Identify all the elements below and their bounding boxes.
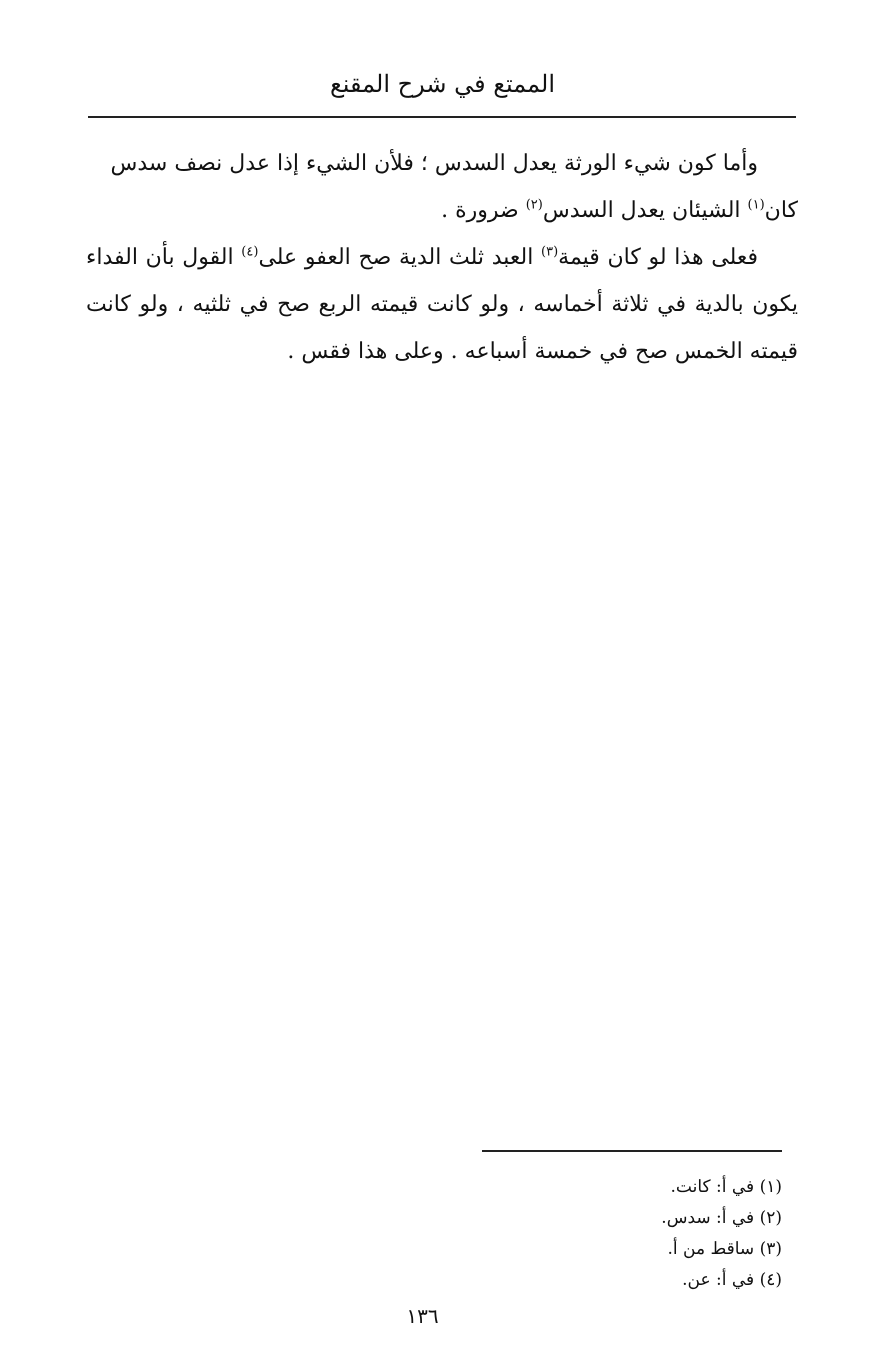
paragraph-2: [86, 234, 798, 375]
paragraph-1-text-b: الشيئان يعدل السدس: [542, 198, 748, 223]
header-rule: [88, 116, 796, 118]
footnote-rule: [482, 1150, 782, 1152]
main-text: [86, 140, 798, 375]
running-title: الممتع في شرح المقنع: [330, 70, 555, 98]
footnote-1: (١) في أ: كانت.: [670, 1177, 782, 1197]
paragraph-2-text-c: القول بأن الفداء يكون بالدية في ثلاثة أخماسه ، ولو كانت قيمته الربع صح في ثلثيه ، ولو كانت قيمته الخمس صح في خمسة أسباعه . وعلى هذا فقس .: [86, 245, 798, 364]
paragraph-1-line-1: وأما كون شيء الورثة يعدل السدس ؛ فلأن الشيء إذا عدل نصف سدس: [110, 151, 758, 176]
footnote-ref-4: (٤): [241, 244, 259, 260]
paragraph-2-text-b: العبد ثلث الدية صح العفو على: [258, 245, 542, 270]
footnote-ref-1: (١): [747, 197, 765, 213]
footnote-4: (٤) في أ: عن.: [682, 1270, 782, 1290]
footnote-3: (٣) ساقط من أ.: [667, 1239, 782, 1259]
paragraph-2-text-a: فعلى هذا لو كان قيمة: [558, 245, 758, 270]
paragraph-1-text-c: ضرورة .: [441, 198, 526, 223]
footnote-2: (٢) في أ: سدس.: [661, 1208, 782, 1228]
footnote-ref-2: (٢): [525, 197, 543, 213]
page-number: ١٣٦: [406, 1304, 439, 1328]
paragraph-1-text-a: كان: [764, 198, 798, 223]
paragraph-1: [86, 140, 798, 234]
footnotes: [420, 1172, 782, 1296]
footnote-ref-3: (٣): [541, 244, 559, 260]
